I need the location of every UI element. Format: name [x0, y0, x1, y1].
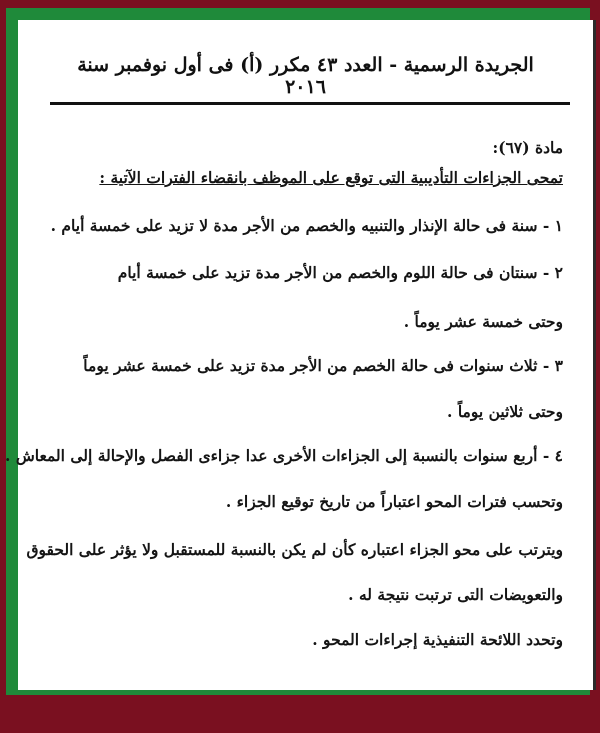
article-line: والتعويضات التى ترتبت نتيجة له . [348, 585, 563, 604]
article-line: ويترتب على محو الجزاء اعتباره كأن لم يكن بالنسبة للمستقبل ولا يؤثر على الحقوق [26, 540, 563, 559]
article-line: ٣ - ثلاث سنوات فى حالة الخصم من الأجر مدة تزيد على خمسة عشر يوماً [83, 356, 563, 375]
article-number: مادة (٦٧): [492, 138, 563, 157]
article-line: وتحسب فترات المحو اعتباراً من تاريخ توقيع الجزاء . [225, 492, 563, 511]
header-divider [50, 102, 570, 105]
article-line: وحتى ثلاثين يوماً . [447, 402, 563, 421]
article-intro: تمحى الجزاءات التأديبية التى توقع على الموظف بانقضاء الفترات الآتية : [99, 168, 563, 187]
document-page [5, 20, 596, 690]
article-line: ١ - سنة فى حالة الإنذار والتنبيه والخصم من الأجر مدة لا تزيد على خمسة أيام . [50, 216, 563, 235]
frame-bottom-bar [6, 691, 590, 695]
document-frame [6, 8, 590, 691]
article-line: وحتى خمسة عشر يوماً . [403, 312, 563, 331]
gazette-header: الجريدة الرسمية - العدد ٤٣ مكرر (أ) فى أول نوفمبر سنة ٢٠١٦ [77, 54, 534, 98]
article-line: ٤ - أربع سنوات بالنسبة إلى الجزاءات الأخرى عدا جزاءى الفصل والإحالة إلى المعاش . [5, 446, 563, 465]
article-line: ٢ - سنتان فى حالة اللوم والخصم من الأجر مدة تزيد على خمسة أيام [117, 263, 563, 282]
article-line: وتحدد اللائحة التنفيذية إجراءات المحو . [312, 630, 563, 649]
